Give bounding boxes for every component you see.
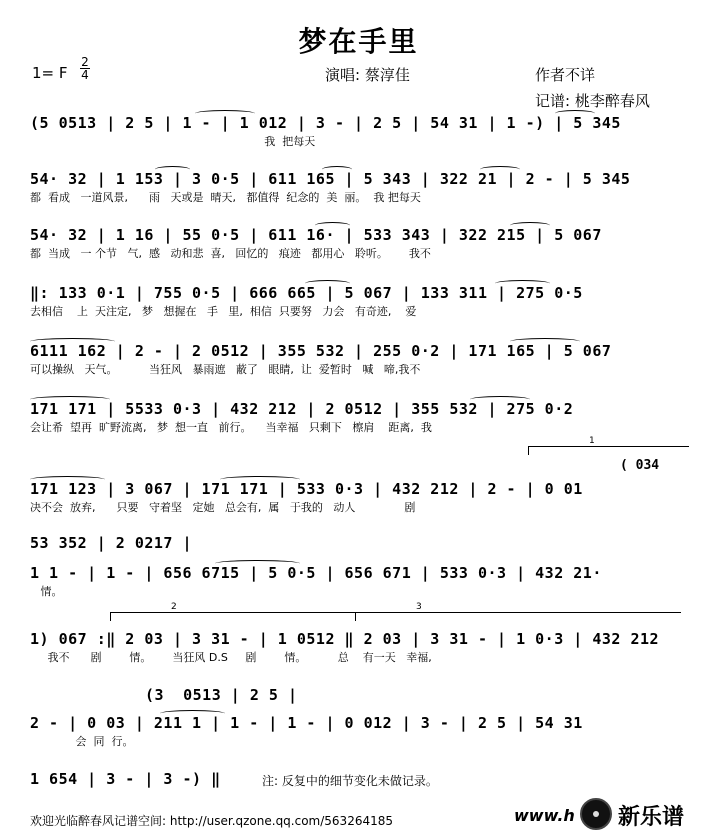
notes: (3 0513 | 2 5 |: [145, 686, 298, 704]
score-line-11: [30, 684, 685, 706]
lyrics: 决不会 放弃, 只要 守着坚 定她 总会有, 属 于我的 动人 剧: [30, 501, 416, 514]
lyrics: 会让希 望再 旷野流离, 梦 想一直 前行。 当幸福 只剩下 檫肩 距离, 我: [30, 421, 432, 434]
score-line-10: [30, 602, 685, 666]
site-logo: [580, 796, 705, 832]
lyrics: 会 同 行。: [30, 735, 134, 748]
footer-link[interactable]: 欢迎光临醉春风记谱空间: http://user.qzone.qq.com/563264185: [30, 814, 394, 828]
site-watermark: www.h: [514, 806, 575, 825]
lyrics: 情。: [30, 585, 63, 598]
slur: [315, 222, 350, 229]
notes: 171 171 | 5533 0·3 | 432 212 | 2 0512 | 355 532 | 275 0·2: [30, 400, 574, 418]
score-line-2: [30, 168, 685, 206]
notes: 54· 32 | 1 153 | 3 0·5 | 611 165 | 5 343 | 322 21 | 2 - | 5 345: [30, 170, 631, 188]
slur: [510, 338, 580, 345]
score-line-7: [30, 436, 685, 516]
notes: 54· 32 | 1 16 | 55 0·5 | 611 16· | 533 343 | 322 215 | 5 067: [30, 226, 602, 244]
score-line-6: [30, 398, 685, 436]
notes: 2 - | 0 03 | 211 1 | 1 - | 1 - | 0 012 | 3 - | 2 5 | 54 31: [30, 714, 583, 732]
key-signature: 1= F: [32, 64, 68, 82]
slur: [510, 222, 550, 229]
notes: ‖: 133 0·1 | 755 0·5 | 666 665 | 5 067 | 133 311 | 275 0·5: [30, 284, 583, 302]
notes: 53 352 | 2 0217 |: [30, 534, 193, 552]
song-title: 梦在手里: [298, 25, 419, 58]
slur: [30, 476, 105, 483]
score-line-12: [30, 712, 685, 750]
lyrics: 都 看成 一道风景, 雨 天或是 晴天, 都值得 纪念的 美 丽。 我 把每天: [30, 191, 421, 204]
notes: 6111 162 | 2 - | 2 0512 | 355 532 | 255 0·2 | 171 165 | 5 067: [30, 342, 612, 360]
time-top: 2: [81, 55, 89, 69]
score-line-5: [30, 340, 685, 378]
performance-note: 注: 反复中的细节变化未做记录。: [262, 774, 438, 788]
slur: [322, 166, 352, 173]
slur: [155, 166, 190, 173]
slur: [555, 110, 595, 117]
lyrics: 去相信 上 天注定, 梦 想握在 手 里, 相信 只要努 力会 有奇迹, 爱: [30, 305, 417, 318]
notes: 1 1 - | 1 - | 656 6715 | 5 0·5 | 656 671 | 533 0·3 | 432 21·: [30, 564, 602, 582]
slur: [480, 166, 520, 173]
notes: (5 0513 | 2 5 | 1 - | 1 012 | 3 - | 2 5 | 54 31 | 1 -) | 5 345: [30, 114, 621, 132]
slur: [215, 560, 300, 567]
volta-number: 2: [171, 602, 177, 612]
singer: 演唱: 蔡淳佳: [325, 66, 410, 84]
slur: [30, 338, 115, 345]
volta-number: 1: [589, 436, 595, 446]
slur: [470, 396, 530, 403]
notes: 1) 067 :‖ 2 03 | 3 31 - | 1 0512 ‖ 2 03 | 3 31 - | 1 0·3 | 432 212: [30, 630, 660, 648]
music-disc-icon: [580, 798, 612, 830]
lyrics: 我不 剧 情。 当狂风 D.S 剧 情。 总 有一天 幸福,: [30, 651, 432, 664]
slur: [195, 110, 255, 117]
time-bottom: 4: [81, 68, 89, 82]
logo-text: 新乐谱: [618, 805, 685, 830]
volta-bracket-2: [110, 602, 356, 621]
slur: [220, 476, 300, 483]
scribe: 记谱: 桃李醉春风: [535, 92, 650, 110]
score-line-9: [30, 562, 685, 600]
volta-bracket-3: [355, 602, 681, 621]
slur: [30, 396, 110, 403]
time-signature: [80, 56, 90, 81]
score-line-3: [30, 224, 685, 262]
volta-bracket-1: [528, 436, 689, 455]
lyrics: 可以操纵 天气。 当狂风 暴雨遮 蔽了 眼睛, 让 爱暂时 喊 啼,我不: [30, 363, 421, 376]
score-line-4: [30, 282, 685, 320]
lyrics: 我 把每天: [30, 135, 316, 148]
slur: [495, 280, 550, 287]
slur: [305, 280, 350, 287]
score-line-1: [30, 112, 685, 150]
composer: 作者不详: [535, 66, 596, 84]
paren-phrase: ( 034: [620, 458, 660, 473]
notes: 171 123 | 3 067 | 171 171 | 533 0·3 | 432 212 | 2 - | 0 01: [30, 480, 583, 498]
lyrics: 都 当成 一 个节 气, 感 动和悲 喜, 回忆的 痕迹 都用心 聆听。 我不: [30, 247, 431, 260]
score-line-8: [30, 532, 685, 554]
slur: [160, 710, 225, 717]
notes: 1 654 | 3 - | 3 -) ‖: [30, 770, 221, 788]
volta-number: 3: [416, 602, 422, 612]
